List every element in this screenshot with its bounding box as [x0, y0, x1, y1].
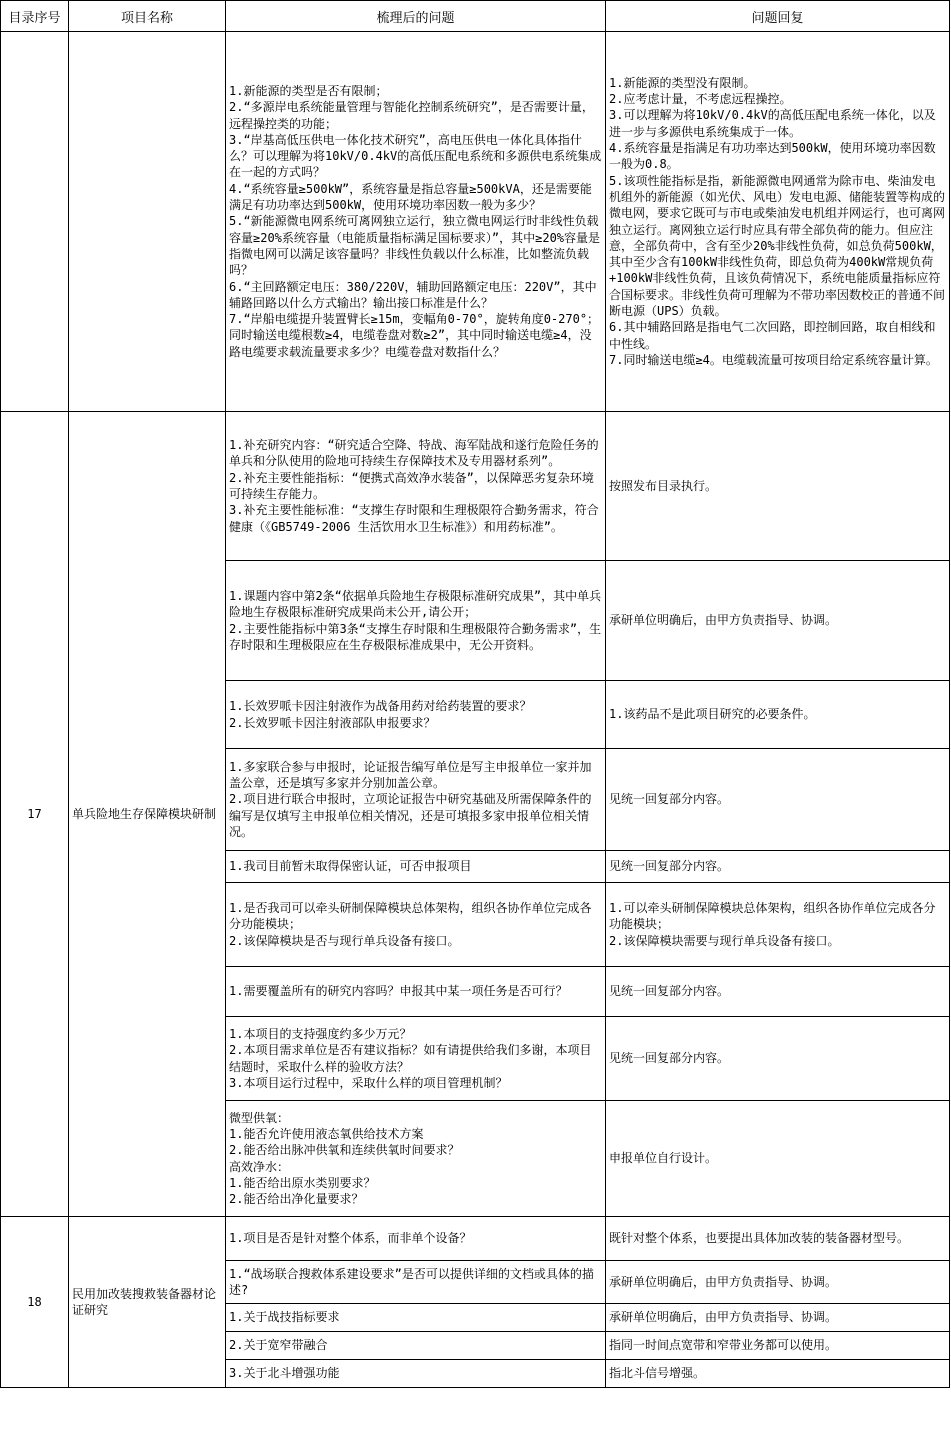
question-cell: 3.关于北斗增强功能 — [226, 1360, 606, 1388]
answer-cell: 承研单位明确后，由甲方负责指导、协调。 — [606, 1261, 950, 1304]
name-cell — [69, 32, 226, 412]
question-cell: 1.长效罗哌卡因注射液作为战备用药对给药装置的要求？ 2.长效罗哌卡因注射液部队申报要求？ — [226, 681, 606, 749]
answer-cell: 指北斗信号增强。 — [606, 1360, 950, 1388]
question-cell: 1.新能源的类型是否有限制； 2.“多源岸电系统能量管理与智能化控制系统研究”，是否需要计量，远程操控类的功能； 3.“岸基高低压供电一体化技术研究”，高电压供电一体化具体指什么？可以理解为将10kV/0.4kV的高低压配电系统和多源供电系统集成在一起的方式吗？ 4.“系统容量≥500kW”，系统容量是指总容量≥500kVA，还是需要能满足有功功率达到500kW，使用环境功率因数一般为多少？ 5.“新能源微电网系统可离网独立运行，独立微电网运行时非线性负载容量≥20%系统容量（电能质量指标满足国标要求）”，其中≥20%容量是指微电网可以满足该容量吗？非线性负载以什么标准，比如整流负载吗？ 6.“主回路额定电压：380/220V，辅助回路额定电压：220V”，其中辅路回路以什么方式输出？输出接口标准是什么？ 7.“岸船电缆提升装置臂长≥15m，变幅角0-70°，旋转角度0-270°；同时输送电缆根数≥4，电缆卷盘对数≥2”，其中同时输送电缆≥4，没路电缆要求载流量要求多少？电缆卷盘对数指什么？ — [226, 32, 606, 412]
seq-cell-18: 18 — [1, 1217, 69, 1388]
question-cell: 1.本项目的支持强度约多少万元？ 2.本项目需求单位是否有建议指标？如有请提供给我们多谢，本项目结题时，采取什么样的验收方法？ 3.本项目运行过程中，采取什么样的项目管理机制？ — [226, 1017, 606, 1101]
seq-cell — [1, 32, 69, 412]
question-cell: 1.关于战技指标要求 — [226, 1304, 606, 1332]
header-name: 项目名称 — [69, 1, 226, 32]
header-answer: 问题回复 — [606, 1, 950, 32]
question-cell: 微型供氧： 1.能否允许使用液态氧供给技术方案 2.能否给出脉冲供氧和连续供氧时间要求？ 高效净水： 1.能否给出原水类别要求？ 2.能否给出净化量要求？ — [226, 1101, 606, 1217]
seq-cell-17: 17 — [1, 412, 69, 1217]
table-row — [1, 412, 950, 561]
answer-cell: 1.可以牵头研制保障模块总体架构，组织各协作单位完成各分功能模块； 2.该保障模块需要与现行单兵设备有接口。 — [606, 883, 950, 967]
question-cell: 1.需要覆盖所有的研究内容吗？申报其中某一项任务是否可行？ — [226, 967, 606, 1017]
question-cell: 2.关于宽窄带融合 — [226, 1332, 606, 1360]
answer-cell: 申报单位自行设计。 — [606, 1101, 950, 1217]
question-cell: 1.补充研究内容：“研究适合空降、特战、海军陆战和遂行危险任务的单兵和分队使用的险地可持续生存保障技术及专用器材系列”。 2.补充主要性能指标：“便携式高效净水装备”，以保障恶劣复杂环境可持续生存能力。 3.补充主要性能标准：“支撑生存时限和生理极限符合勤务需求，符合健康（《GB5749-2006 生活饮用水卫生标准》）和用药标准”。 — [226, 412, 606, 561]
answer-cell: 指同一时间点宽带和窄带业务都可以使用。 — [606, 1332, 950, 1360]
table-row — [1, 32, 950, 412]
answer-cell: 既针对整个体系，也要提出具体加改装的装备器材型号。 — [606, 1217, 950, 1261]
question-cell: 1.我司目前暂未取得保密认证，可否申报项目 — [226, 851, 606, 883]
table-row — [1, 1217, 950, 1261]
answer-cell: 1.该药品不是此项目研究的必要条件。 — [606, 681, 950, 749]
header-row — [1, 1, 950, 32]
answer-cell: 见统一回复部分内容。 — [606, 749, 950, 851]
answer-cell: 1.新能源的类型没有限制。 2.应考虑计量，不考虑远程操控。 3.可以理解为将10kV/0.4kV的高低压配电系统一体化，以及进一步与多源供电系统集成于一体。 4.系统容量是指满足有功功率达到500kW，使用环境功率因数一般为0.8。 5.该项性能指标是指，新能源微电网通常为除市电、柴油发电机组外的新能源（如光伏、风电）发电电源、储能装置等构成的微电网，要求它既可与市电或柴油发电机组并网运行，也可离网独立运行。离网独立运行时应具有带全部负荷的能力。但应注意，全部负荷中，含有至少20%非线性负荷，如总负荷500kW，其中至少含有100kW非线性负荷，即总负荷为400kW常规负荷+100kW非线性负荷，且该负荷情况下，系统电能质量指标应符合国标要求。非线性负荷可理解为不带功率因数校正的普通不间断电源（UPS）负载。 6.其中辅路回路是指电气二次回路，即控制回路，取自相线和中性线。 7.同时输送电缆≥4。电缆载流量可按项目给定系统容量计算。 — [606, 32, 950, 412]
question-cell: 1.“战场联合搜救体系建设要求”是否可以提供详细的文档或具体的描述? — [226, 1261, 606, 1304]
answer-cell: 见统一回复部分内容。 — [606, 1017, 950, 1101]
question-cell: 1.多家联合参与申报时，论证报告编写单位是写主申报单位一家并加盖公章，还是填写多家并分别加盖公章。 2.项目进行联合申报时，立项论证报告中研究基础及所需保障条件的编写是仅填写主申报单位相关情况，还是可填报多家申报单位相关情况。 — [226, 749, 606, 851]
question-cell: 1.项目是否是针对整个体系，而非单个设备？ — [226, 1217, 606, 1261]
answer-cell: 见统一回复部分内容。 — [606, 851, 950, 883]
header-seq: 目录序号 — [1, 1, 69, 32]
answer-cell: 见统一回复部分内容。 — [606, 967, 950, 1017]
header-question: 梳理后的问题 — [226, 1, 606, 32]
answer-cell: 承研单位明确后，由甲方负责指导、协调。 — [606, 1304, 950, 1332]
name-cell-17: 单兵险地生存保障模块研制 — [69, 412, 226, 1217]
question-cell: 1.是否我司可以牵头研制保障模块总体架构，组织各协作单位完成各分功能模块； 2.该保障模块是否与现行单兵设备有接口。 — [226, 883, 606, 967]
name-cell-18: 民用加改装搜救装备器材论证研究 — [69, 1217, 226, 1388]
question-cell: 1.课题内容中第2条“依据单兵险地生存极限标准研究成果”，其中单兵险地生存极限标准研究成果尚未公开,请公开； 2.主要性能指标中第3条“支撑生存时限和生理极限符合勤务需求”，生存时限和生理极限应在生存极限标准成果中，无公开资料。 — [226, 561, 606, 681]
answer-cell: 按照发布目录执行。 — [606, 412, 950, 561]
answer-cell: 承研单位明确后，由甲方负责指导、协调。 — [606, 561, 950, 681]
